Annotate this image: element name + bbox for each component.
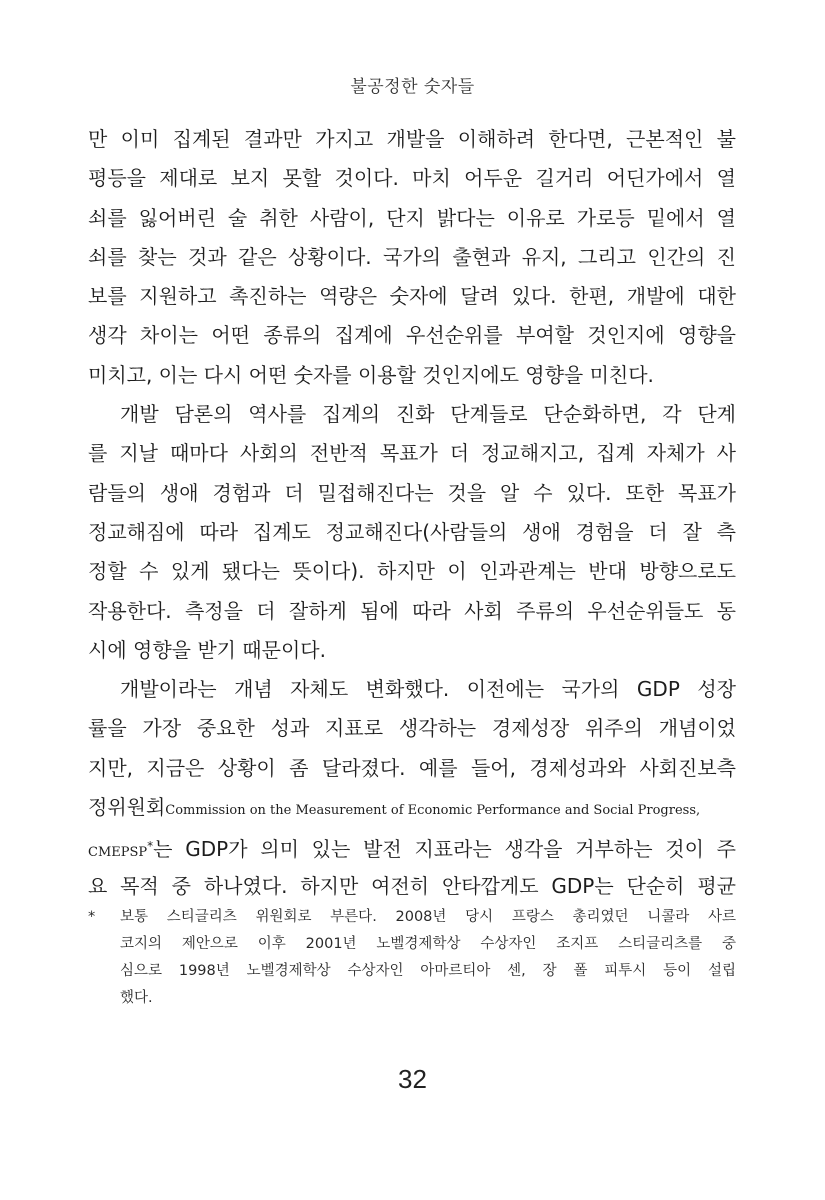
footnote-line: 했다.: [120, 990, 153, 1006]
text-line: 쇠를 잃어버린 술 취한 사람이, 단지 밝다는 이유로 가로등 밑에서 열: [88, 205, 736, 230]
text-line: 시에 영향을 받기 때문이다.: [88, 637, 326, 662]
paragraph-start-line: 개발이라는 개념 자체도 변화했다. 이전에는 국가의 GDP 성장: [120, 677, 736, 702]
line-text: 는 GDP가 의미 있는 발전 지표라는 생각을 거부하는 것이 주: [153, 837, 736, 862]
korean-term: 정위원회: [88, 795, 166, 820]
text-line: 정할 수 있게 됐다는 뜻이다). 하지만 이 인과관계는 반대 방향으로도: [88, 559, 736, 584]
page-number: 32: [398, 1064, 427, 1094]
abbreviation: CMEPSP: [88, 845, 148, 861]
text-line-with-english-term: [88, 788, 736, 827]
text-line: 정교해짐에 따라 집계도 정교해진다(사람들의 생애 경험을 더 잘 측: [88, 519, 736, 544]
text-line: 률을 가장 중요한 성과 지표로 생각하는 경제성장 위주의 개념이었: [88, 716, 736, 741]
text-line: 만 이미 집계된 결과만 가지고 개발을 이해하려 한다면, 근본적인 불: [88, 127, 736, 151]
footnote: [88, 904, 736, 1012]
body-text: [88, 120, 736, 906]
text-line-with-abbreviation: [88, 827, 736, 866]
text-line: 평등을 제대로 보지 못할 것이다. 마치 어두운 길거리 어딘가에서 열: [88, 166, 736, 191]
text-line: 람들의 생애 경험과 더 밀접해진다는 것을 알 수 있다. 또한 목표가: [88, 480, 736, 505]
paragraph-start-line: 개발 담론의 역사를 집계의 진화 단계들로 단순화하면, 각 단계: [120, 402, 736, 427]
text-line: 작용한다. 측정을 더 잘하게 됨에 따라 사회 주류의 우선순위들도 동: [88, 598, 736, 623]
footnote-marker: *: [88, 909, 96, 925]
footnote-line: 심으로 1998년 노벨경제학상 수상자인 아마르티아 센, 장 폴 피투시 등이 설립: [120, 963, 736, 979]
text-line: 생각 차이는 어떤 종류의 집계에 우선순위를 부여할 것인지에 영향을: [88, 323, 736, 348]
footnote-reference-mark: *: [147, 839, 154, 854]
running-header: 불공정한 숫자들: [350, 77, 475, 97]
english-term: Commission on the Measurement of Economic Performance and Social Progress,: [165, 803, 701, 819]
footnote-line: 코지의 제안으로 이후 2001년 노벨경제학상 수상자인 조지프 스티글리츠를 중: [120, 936, 736, 952]
text-line: 미치고, 이는 다시 어떤 숫자를 이용할 것인지에도 영향을 미친다.: [88, 362, 654, 387]
text-line: 보를 지원하고 촉진하는 역량은 숫자에 달려 있다. 한편, 개발에 대한: [88, 284, 736, 309]
text-line: 요 목적 중 하나였다. 하지만 여전히 안타깝게도 GDP는 단순히 평균: [88, 873, 736, 898]
text-line: 쇠를 찾는 것과 같은 상황이다. 국가의 출현과 유지, 그리고 인간의 진: [88, 244, 736, 269]
text-line: 를 지날 때마다 사회의 전반적 목표가 더 정교해지고, 집계 자체가 사: [88, 441, 736, 466]
text-line: 지만, 지금은 상황이 좀 달라졌다. 예를 들어, 경제성과와 사회진보측: [88, 755, 736, 780]
footnote-line: 보통 스티글리츠 위원회로 부른다. 2008년 당시 프랑스 총리였던 니콜라 사르: [120, 909, 736, 925]
